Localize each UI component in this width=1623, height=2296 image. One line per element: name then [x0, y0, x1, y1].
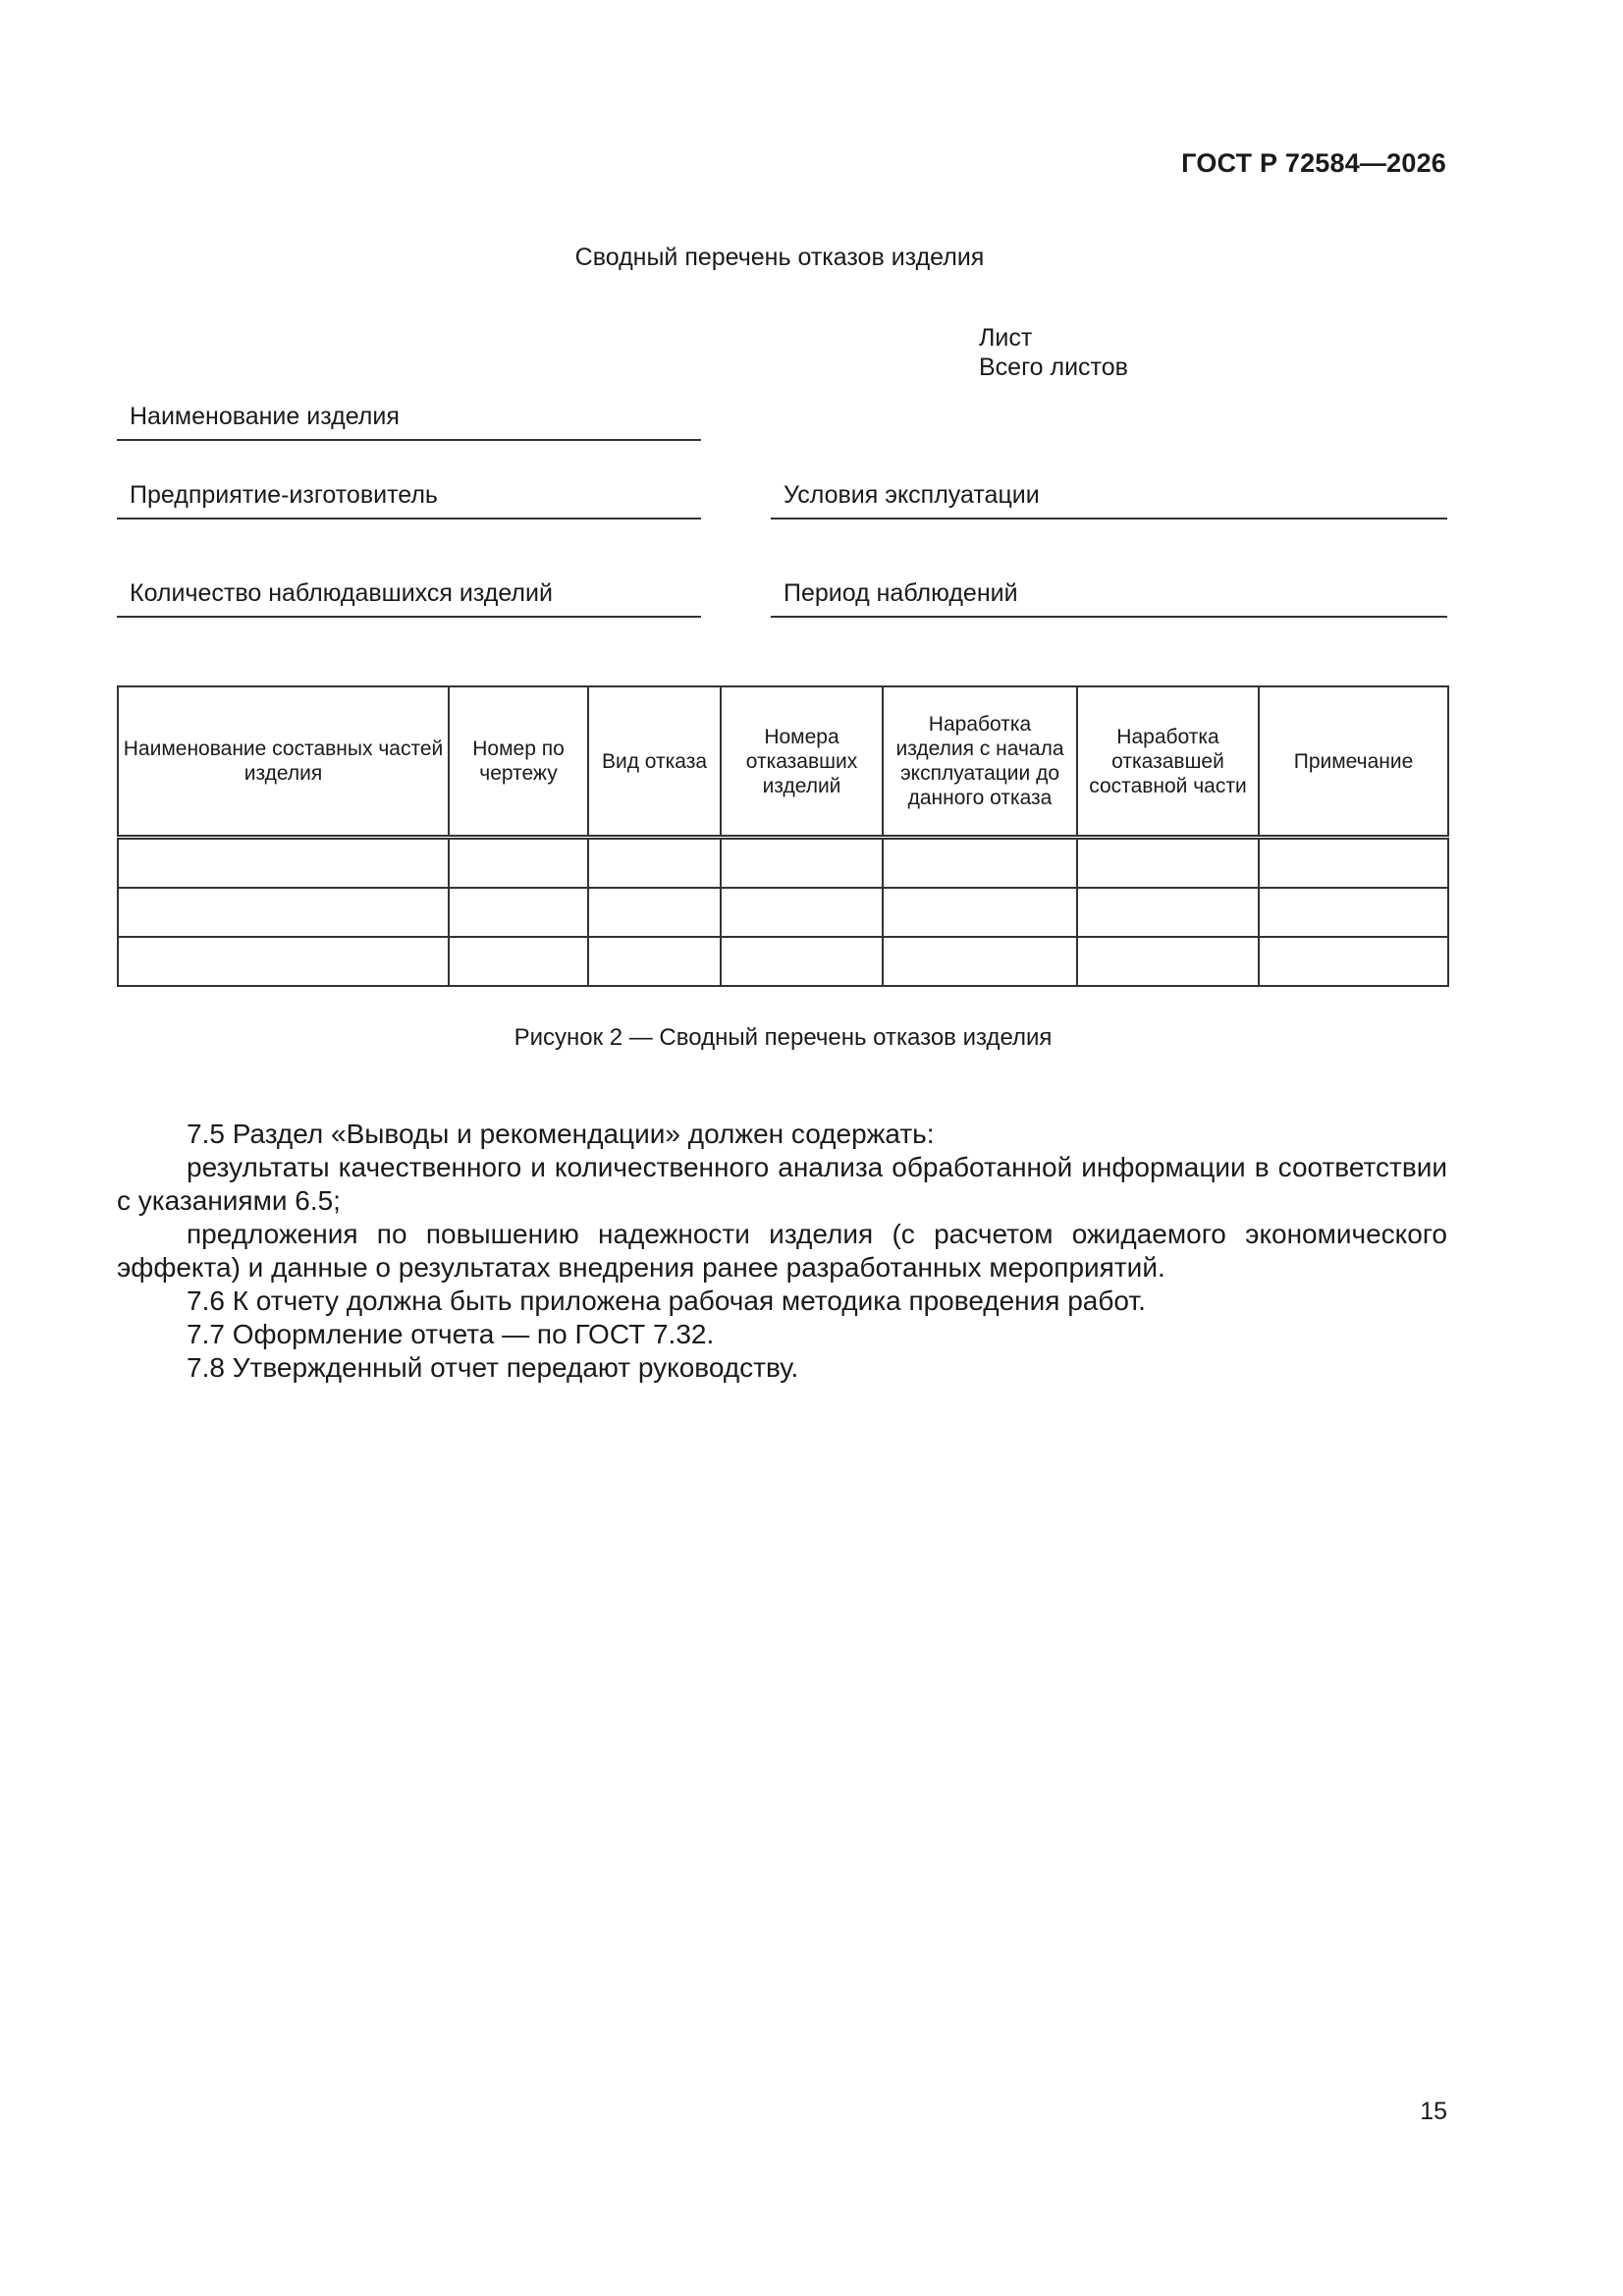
paragraph-reliability-proposals: предложения по повышению надежности изделия (с расчетом ожидаемого экономического эффекта) и данные о результатах внедрения ранее разработанных мероприятий. [117, 1219, 1447, 1283]
column-header-product-operating-time: Наработка изделия с начала эксплуатации до данного отказа [883, 686, 1077, 838]
paragraph-7-6: 7.6 К отчету должна быть приложена рабочая методика проведения работ. [187, 1285, 1146, 1316]
paragraph-7-8: 7.8 Утвержденный отчет передают руководству. [187, 1352, 799, 1383]
column-header-failed-units: Номера отказавших изделий [721, 686, 883, 838]
field-operating-conditions-label: Условия эксплуатации [784, 481, 1040, 509]
table-cell [118, 838, 449, 889]
table-cell [449, 937, 588, 986]
field-product-name [117, 403, 701, 441]
table-cell [1077, 888, 1259, 937]
table-header-row [118, 686, 1448, 838]
sheet-label: Лист [979, 324, 1033, 352]
table-row [118, 937, 1448, 986]
table-cell [883, 937, 1077, 986]
table-cell [449, 888, 588, 937]
body-text [117, 1118, 1447, 1385]
table-cell [721, 937, 883, 986]
column-header-failure-type: Вид отказа [588, 686, 721, 838]
field-observation-period-label: Период наблюдений [784, 579, 1018, 607]
table-cell [1259, 888, 1448, 937]
table-cell [1259, 937, 1448, 986]
table-cell [118, 937, 449, 986]
table-cell [1259, 838, 1448, 889]
paragraph-7-5: 7.5 Раздел «Выводы и рекомендации» должен содержать: [187, 1119, 935, 1149]
table-cell [1077, 937, 1259, 986]
table-row [118, 888, 1448, 937]
table-cell [1077, 838, 1259, 889]
field-observed-quantity [117, 579, 701, 618]
paragraph-analysis-results: результаты качественного и количественного анализа обработанной информации в соответствии с указаниями 6.5; [117, 1152, 1447, 1216]
total-sheets-label: Всего листов [979, 354, 1128, 381]
table-cell [721, 888, 883, 937]
table-cell [721, 838, 883, 889]
field-product-name-label: Наименование изделия [130, 403, 400, 430]
field-operating-conditions [771, 481, 1447, 519]
paragraph-7-7: 7.7 Оформление отчета — по ГОСТ 7.32. [187, 1319, 715, 1349]
figure-caption: Рисунок 2 — Сводный перечень отказов изделия [514, 1024, 1053, 1051]
field-manufacturer [117, 481, 701, 519]
standard-code: ГОСТ Р 72584—2026 [1181, 148, 1446, 178]
failures-table [117, 685, 1449, 987]
table-cell [883, 888, 1077, 937]
column-header-component-operating-time: Наработка отказавшей составной части [1077, 686, 1259, 838]
column-header-drawing-number: Номер по чертежу [449, 686, 588, 838]
table-cell [883, 838, 1077, 889]
table-cell [588, 937, 721, 986]
table-cell [449, 838, 588, 889]
table-row [118, 838, 1448, 889]
field-observation-period [771, 579, 1447, 618]
table-cell [118, 888, 449, 937]
table-cell [588, 888, 721, 937]
column-header-component-name: Наименование составных частей изделия [118, 686, 449, 838]
page-number: 15 [1420, 2098, 1447, 2125]
column-header-note: Примечание [1259, 686, 1448, 838]
field-observed-quantity-label: Количество наблюдавшихся изделий [130, 579, 553, 607]
form-title: Сводный перечень отказов изделия [574, 244, 985, 271]
table-cell [588, 838, 721, 889]
field-manufacturer-label: Предприятие-изготовитель [130, 481, 438, 509]
